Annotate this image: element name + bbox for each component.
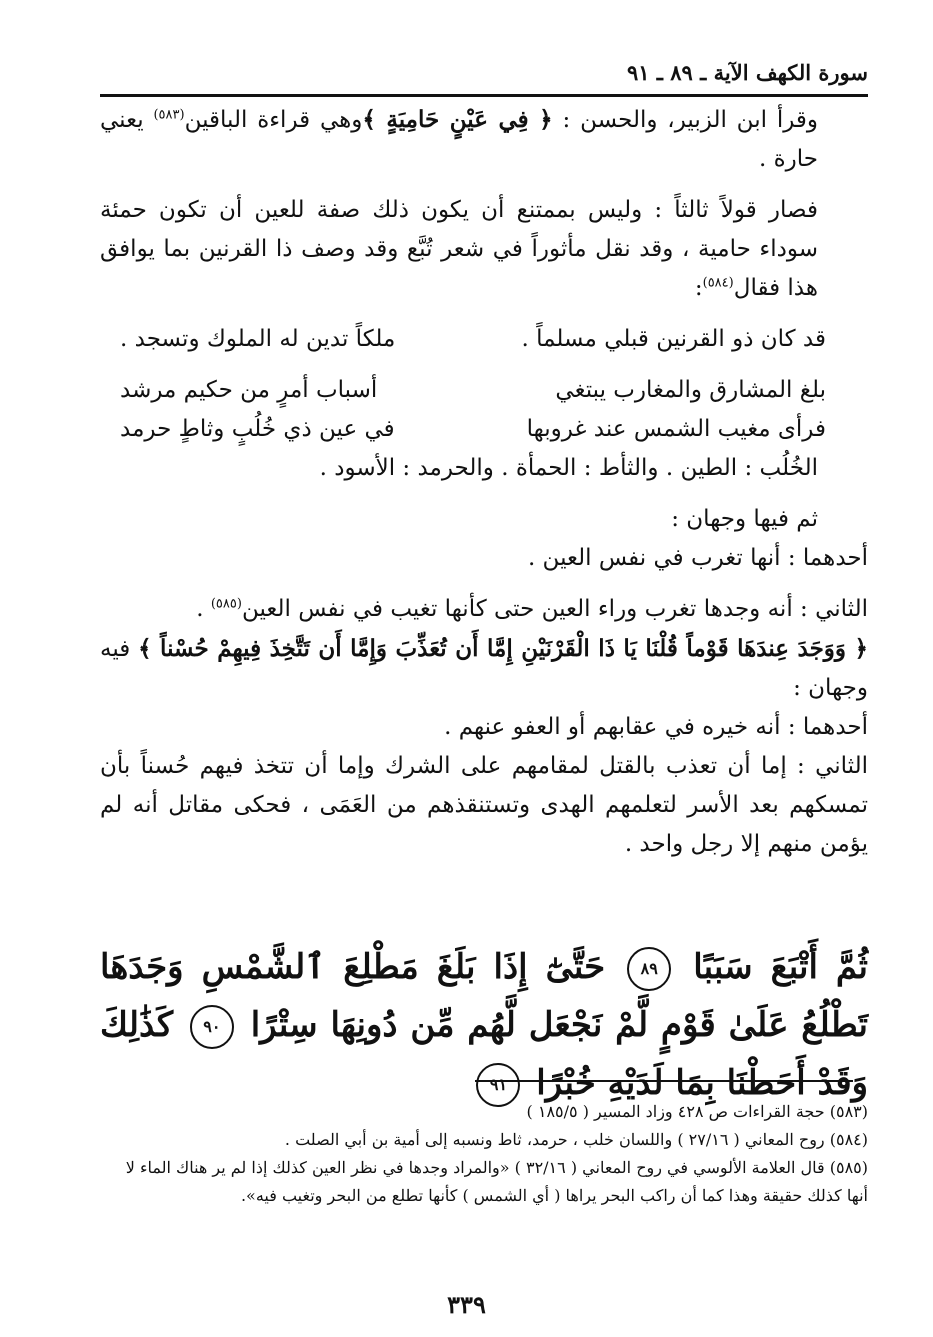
footnote-583: (٥٨٣) حجة القراءات ص ٤٢٨ وزاد المسير ( ١٨٥/٥ ) <box>526 1102 868 1121</box>
aspect-second-b: الثاني : إما أن تعذب بالقتل لمقامهم على الشرك وإما أن تتخذ فيهم حُسناً بأن تمسكهم بعد الأسر لتعلمهم الهدى وتستنقذهم من العَمَى ، فحكى مقاتل أنه لم يؤمن منهم إلا رجل واحد . <box>100 753 868 857</box>
poem-hemistich: في عين ذي خُلُبٍ وثاطٍ حرمد <box>120 416 395 442</box>
footnote-divider <box>475 1080 853 1082</box>
paragraph-third-view <box>100 191 868 308</box>
third-view-end: : <box>694 275 703 301</box>
quran-text: ثُمَّ أَتْبَعَ سَبَبًا <box>693 947 869 987</box>
reading-mid: وهي قراءة الباقين <box>184 107 363 133</box>
poem-line-1 <box>100 320 868 359</box>
header-title: سورة الكهف الآية ـ ٨٩ ـ ٩١ <box>626 60 868 85</box>
aspect-first-a: أحدهما : أنها تغرب في نفس العين . <box>527 545 868 571</box>
footnote-585: (٥٨٥) قال العلامة الألوسي في روح المعاني ( ٣٢/١٦ ) «والمراد وجدها في نظر العين كذلك إذا لم ير هناك الماء لا أنها كذلك حقيقة وهذا كما أن راكب البحر يراها ( أي الشمس ) كأنها تطلع من البحر وتغيب فيه». <box>125 1158 868 1205</box>
poem-hemistich: ملكاً تدين له الملوك وتسجد . <box>120 326 396 352</box>
poem-hemistich: فرأى مغيب الشمس عند غروبها <box>526 416 826 442</box>
ayah-number-marker: ٩٠ <box>190 1005 234 1049</box>
aspect-second-a-text: الثاني : أنه وجدها تغرب وراء العين حتى كأنها تغيب في نفس العين <box>241 596 868 622</box>
two-aspects-heading: ثم فيها وجهان : <box>671 506 818 532</box>
ayah-number-marker: ٩١ <box>476 1063 520 1107</box>
poem-hemistich: قد كان ذو القرنين قبلي مسلماً . <box>521 326 826 352</box>
verse-tail: فيه وجهان : <box>100 636 868 701</box>
page-number: ٣٣٩ <box>447 1290 486 1319</box>
footnote-584: (٥٨٤) روح المعاني ( ٢٧/١٦ ) واللسان خلب ، حرمد، ثاط ونسبه إلى أمية بن أبي الصلت . <box>284 1130 868 1149</box>
quran-quote-verse: ﴿ وَوَجَدَ عِندَهَا قَوْماً قُلْنَا يَا ذَا الْقَرْنَيْنِ إِمَّا أَن تُعَذِّبَ وَإِمَّا أَن تَتَّخِذَ فِيهِمْ حُسْناً ﴾ <box>138 635 868 662</box>
quran-verses-block <box>100 938 868 1112</box>
verse-86-paragraph <box>100 629 868 708</box>
quran-text: كَذَٰلِكَ وَقَدْ أَحَطْنَا بِمَا لَدَيْهِ خُبْرًا <box>100 1005 868 1103</box>
aspect-second-a-end: . <box>196 596 211 622</box>
poem-hemistich: بلغ المشارق والمغارب يبتغي <box>555 377 826 403</box>
footnotes <box>100 1098 868 1210</box>
paragraph-reading <box>100 100 868 179</box>
main-text <box>100 100 868 864</box>
reading-intro: وقرأ ابن الزبير، والحسن : <box>552 107 819 133</box>
quran-quote-inline: ﴿ فِي عَيْنٍ حَامِيَةٍ ﴾ <box>362 106 553 133</box>
aspect-first-b: أحدهما : أنه خيره في عقابهم أو العفو عنهم . <box>444 714 868 740</box>
running-header <box>100 54 868 97</box>
third-view-text: فصار قولاً ثالثاً : وليس بممتنع أن يكون ذلك صفة للعين أن تكون حمئة سوداء حامية ، وقد نقل مأثوراً في شعر تُبَّع وقد وصف ذا القرنين بما يوافق هذا فقال <box>100 197 818 301</box>
footnote-ref-583: (٥٨٣) <box>153 107 185 123</box>
gloss: الخُلُب : الطين . والثأط : الحمأة . والحرمد : الأسود . <box>319 455 818 481</box>
ayah-number-marker: ٨٩ <box>627 947 671 991</box>
poem-line-2 <box>100 371 868 410</box>
aspect-second-a <box>100 590 868 629</box>
poem-line-3 <box>100 410 868 449</box>
footnote-ref-585: (٥٨٥) <box>210 596 242 612</box>
quran-text: حَتَّىٰٓ إِذَا بَلَغَ مَطْلِعَ ٱلشَّمْسِ وَجَدَهَا تَطْلُعُ عَلَىٰ قَوْمٍ لَّمْ نَجْعَل لَّهُم مِّن دُونِهَا سِتْرًا <box>100 947 869 1045</box>
footnote-ref-584: (٥٨٤) <box>702 275 734 291</box>
reading-end: يعني حارة . <box>100 107 818 172</box>
poem-hemistich: أسباب أمرٍ من حكيم مرشد <box>120 377 378 403</box>
